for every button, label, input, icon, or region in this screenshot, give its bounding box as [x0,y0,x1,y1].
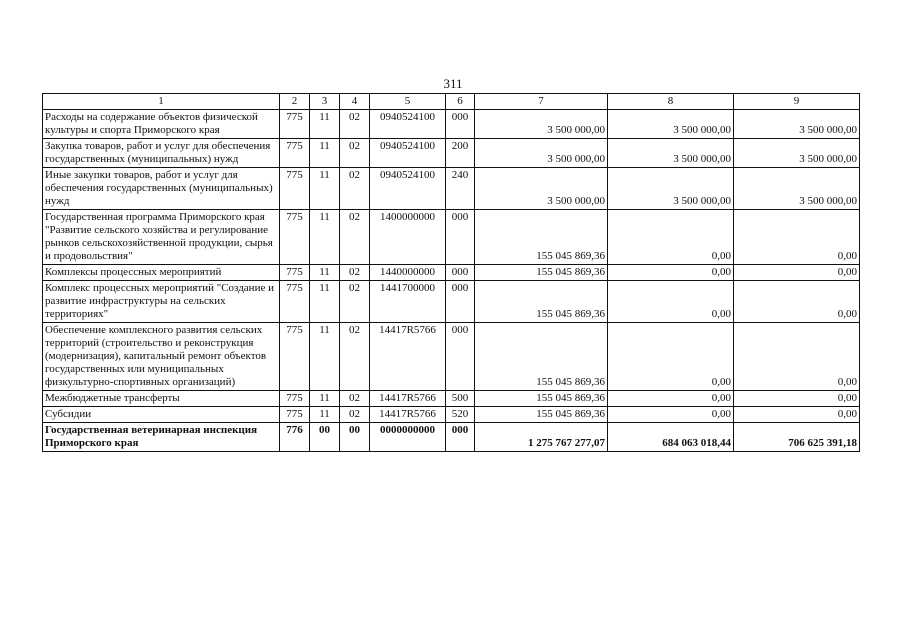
section-cell: 11 [310,110,340,139]
table-row [43,281,860,323]
table-row [43,391,860,407]
gov-code-cell: 775 [280,281,310,323]
subsection-cell: 02 [340,110,370,139]
subsection-cell: 00 [340,423,370,452]
expense-type-cell: 000 [446,210,475,265]
table-row [43,407,860,423]
amount-year3-cell: 0,00 [734,281,860,323]
amount-year1-cell: 3 500 000,00 [475,168,608,210]
amount-year2-cell: 684 063 018,44 [608,423,734,452]
amount-year3-cell: 3 500 000,00 [734,168,860,210]
amount-year3-cell: 0,00 [734,210,860,265]
expense-type-cell: 000 [446,423,475,452]
amount-year1-cell: 155 045 869,36 [475,281,608,323]
target-article-cell: 1441700000 [370,281,446,323]
column-header: 7 [475,94,608,110]
amount-year3-cell: 0,00 [734,265,860,281]
column-header: 2 [280,94,310,110]
target-article-cell: 0000000000 [370,423,446,452]
target-article-cell: 14417R5766 [370,391,446,407]
column-header: 8 [608,94,734,110]
table-row [43,423,860,452]
gov-code-cell: 775 [280,110,310,139]
table-row [43,265,860,281]
amount-year1-cell: 155 045 869,36 [475,407,608,423]
column-header: 5 [370,94,446,110]
target-article-cell: 14417R5766 [370,407,446,423]
amount-year2-cell: 0,00 [608,281,734,323]
subsection-cell: 02 [340,391,370,407]
row-name-cell: Государственная ветеринарная инспекция Приморского края [43,423,280,452]
section-cell: 11 [310,407,340,423]
amount-year3-cell: 0,00 [734,407,860,423]
subsection-cell: 02 [340,281,370,323]
row-name-cell: Иные закупки товаров, работ и услуг для обеспечения государственных (муниципальных) нужд [43,168,280,210]
gov-code-cell: 776 [280,423,310,452]
gov-code-cell: 775 [280,210,310,265]
section-cell: 11 [310,168,340,210]
page-number: 311 [443,76,463,91]
column-header: 3 [310,94,340,110]
budget-table [42,93,860,452]
subsection-cell: 02 [340,139,370,168]
amount-year2-cell: 3 500 000,00 [608,110,734,139]
expense-type-cell: 000 [446,110,475,139]
row-name-cell: Комплекс процессных мероприятий "Создание и развитие инфраструктуры на сельских территориях" [43,281,280,323]
amount-year1-cell: 155 045 869,36 [475,391,608,407]
row-name-cell: Государственная программа Приморского края "Развитие сельского хозяйства и регулирование рынков сельскохозяйственной продукции, сырья и продовольствия" [43,210,280,265]
amount-year1-cell: 155 045 869,36 [475,210,608,265]
table-row [43,139,860,168]
target-article-cell: 1400000000 [370,210,446,265]
gov-code-cell: 775 [280,265,310,281]
amount-year1-cell: 155 045 869,36 [475,265,608,281]
row-name-cell: Межбюджетные трансферты [43,391,280,407]
amount-year2-cell: 0,00 [608,265,734,281]
target-article-cell: 0940524100 [370,139,446,168]
gov-code-cell: 775 [280,168,310,210]
amount-year1-cell: 3 500 000,00 [475,139,608,168]
section-cell: 11 [310,281,340,323]
expense-type-cell: 520 [446,407,475,423]
section-cell: 11 [310,210,340,265]
header-row [43,94,860,110]
expense-type-cell: 200 [446,139,475,168]
expense-type-cell: 500 [446,391,475,407]
section-cell: 11 [310,265,340,281]
amount-year3-cell: 3 500 000,00 [734,110,860,139]
row-name-cell: Комплексы процессных мероприятий [43,265,280,281]
subsection-cell: 02 [340,168,370,210]
gov-code-cell: 775 [280,407,310,423]
row-name-cell: Закупка товаров, работ и услуг для обеспечения государственных (муниципальных) нужд [43,139,280,168]
subsection-cell: 02 [340,323,370,391]
amount-year2-cell: 0,00 [608,323,734,391]
subsection-cell: 02 [340,210,370,265]
target-article-cell: 0940524100 [370,110,446,139]
expense-type-cell: 240 [446,168,475,210]
expense-type-cell: 000 [446,281,475,323]
gov-code-cell: 775 [280,323,310,391]
amount-year2-cell: 3 500 000,00 [608,168,734,210]
section-cell: 11 [310,391,340,407]
amount-year2-cell: 3 500 000,00 [608,139,734,168]
amount-year2-cell: 0,00 [608,407,734,423]
amount-year1-cell: 155 045 869,36 [475,323,608,391]
gov-code-cell: 775 [280,391,310,407]
table-row [43,168,860,210]
amount-year2-cell: 0,00 [608,210,734,265]
amount-year3-cell: 0,00 [734,391,860,407]
table-row [43,323,860,391]
section-cell: 11 [310,323,340,391]
expense-type-cell: 000 [446,265,475,281]
target-article-cell: 14417R5766 [370,323,446,391]
amount-year3-cell: 3 500 000,00 [734,139,860,168]
subsection-cell: 02 [340,407,370,423]
column-header: 6 [446,94,475,110]
gov-code-cell: 775 [280,139,310,168]
column-header: 1 [43,94,280,110]
amount-year2-cell: 0,00 [608,391,734,407]
expense-type-cell: 000 [446,323,475,391]
column-header: 4 [340,94,370,110]
row-name-cell: Расходы на содержание объектов физической культуры и спорта Приморского края [43,110,280,139]
column-header: 9 [734,94,860,110]
table-row [43,110,860,139]
row-name-cell: Обеспечение комплексного развития сельских территорий (строительство и реконструкция (модернизация), капитальный ремонт объектов государственных или муниципальных физкультурно-спортивных организаций) [43,323,280,391]
table-row [43,210,860,265]
section-cell: 11 [310,139,340,168]
amount-year3-cell: 0,00 [734,323,860,391]
table-body [43,110,860,452]
target-article-cell: 1440000000 [370,265,446,281]
amount-year3-cell: 706 625 391,18 [734,423,860,452]
amount-year1-cell: 1 275 767 277,07 [475,423,608,452]
subsection-cell: 02 [340,265,370,281]
row-name-cell: Субсидии [43,407,280,423]
section-cell: 00 [310,423,340,452]
amount-year1-cell: 3 500 000,00 [475,110,608,139]
target-article-cell: 0940524100 [370,168,446,210]
